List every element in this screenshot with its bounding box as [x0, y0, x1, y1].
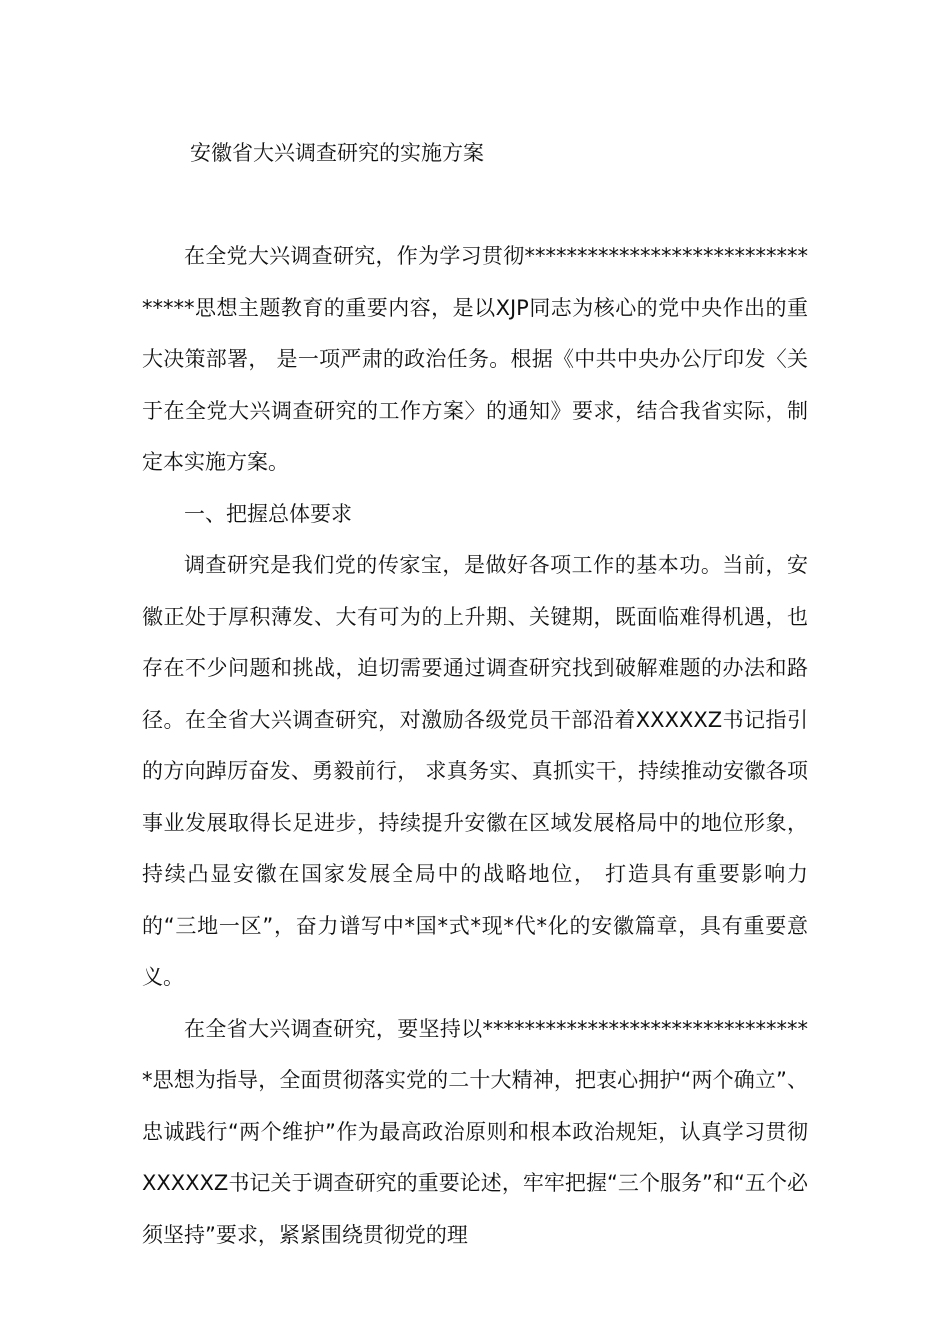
document-body	[142, 231, 808, 1261]
paragraph-guidance: 在全省大兴调查研究，要坚持以********************************思想为指导，全面贯彻落实党的二十大精神，把衷心拥护“两个确立”、忠诚践行“两个维护”作为最高政治原则和根本政治规矩，认真学习贯彻XXXXXZ书记关于调查研究的重要论述，牢牢把握“三个服务”和“五个必须坚持”要求，紧紧围绕贯彻党的理	[142, 1016, 808, 1247]
section-heading-1: 一、把握总体要求	[184, 501, 352, 526]
paragraph-intro: 在全党大兴调查研究，作为学习贯彻********************************思想主题教育的重要内容，是以XJP同志为核心的党中央作出的重大决策部署， 是一项严肃的政治任务。根据《中共中央办公厅印发〈关于在全党大兴调查研究的工作方案〉的通知》要求，结合我省实际，制定本实施方案。	[142, 244, 808, 474]
document-title: 安徽省大兴调查研究的实施方案	[190, 141, 484, 165]
paragraph-importance: 调查研究是我们党的传家宝，是做好各项工作的基本功。当前，安徽正处于厚积薄发、大有可为的上升期、关键期，既面临难得机遇，也存在不少问题和挑战，迫切需要通过调查研究找到破解难题的办法和路径。在全省大兴调查研究，对激励各级党员干部沿着XXXXXZ书记指引的方向踔厉奋发、勇毅前行， 求真务实、真抓实干，持续推动安徽各项事业发展取得长足进步，持续提升安徽在区域发展格局中的地位形象，持续凸显安徽在国家发展全局中的战略地位， 打造具有重要影响力的“三地一区”，奋力谱写中*国*式*现*代*化的安徽篇章，具有重要意义。	[142, 553, 808, 989]
